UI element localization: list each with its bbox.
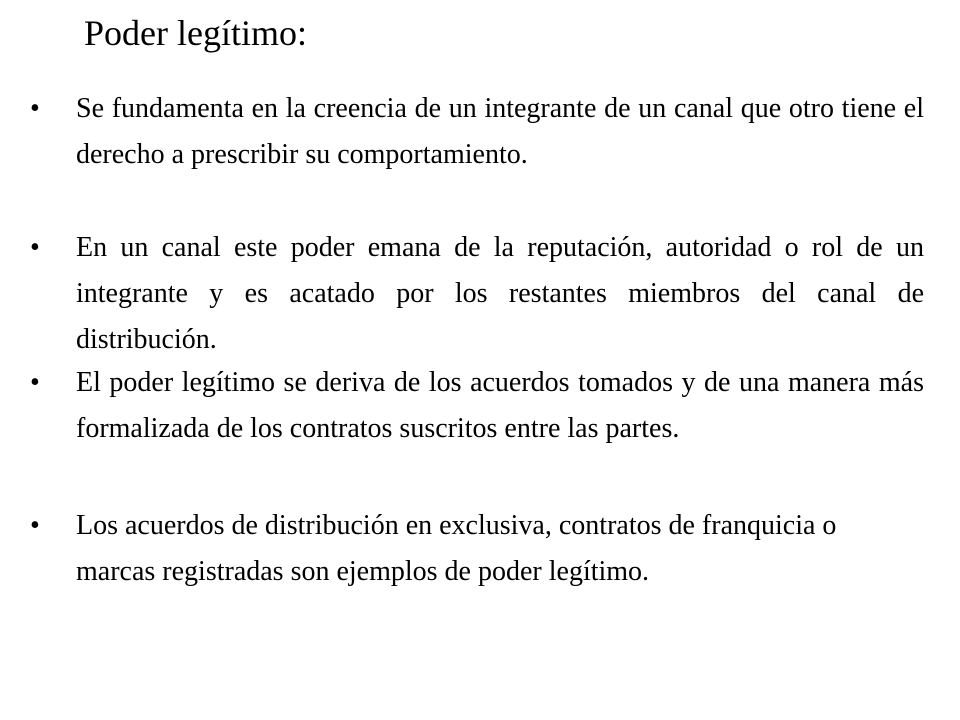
bullet-icon: • xyxy=(30,93,40,124)
bullet-text: El poder legítimo se deriva de los acuerdos tomados y de una manera más formalizada de los contratos suscritos entre las partes. xyxy=(76,367,924,444)
bullet-text: Los acuerdos de distribución en exclusiva, contratos de franquicia o marcas registradas son ejemplos de poder legítimo. xyxy=(76,510,837,587)
bullet-icon: • xyxy=(30,367,40,398)
bullet-text: En un canal este poder emana de la reputación, autoridad o rol de un integrante y es acatado por los restantes miembros del canal de distribución. xyxy=(76,232,924,355)
bullet-icon: • xyxy=(30,232,40,263)
bullet-text: Se fundamenta en la creencia de un integrante de un canal que otro tiene el derecho a prescribir su comportamiento. xyxy=(76,93,924,170)
bullet-icon: • xyxy=(30,510,40,541)
slide-title: Poder legítimo: xyxy=(84,13,307,53)
